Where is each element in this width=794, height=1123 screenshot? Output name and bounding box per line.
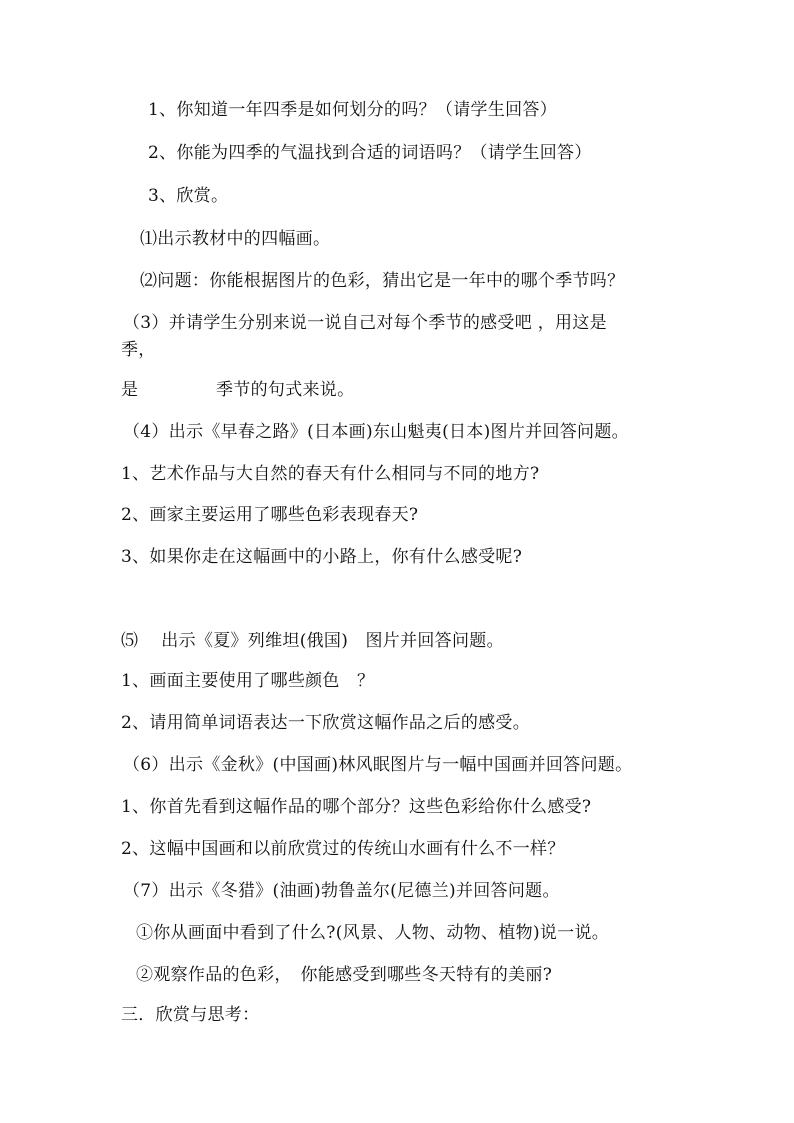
sentence-pattern-end: 季节的句式来说。	[216, 380, 355, 400]
item-winter-hunt: （7）出示《冬猎》(油画)勃鲁盖尔(尼德兰)并回答问题。	[123, 881, 560, 901]
item-students-feelings-cont: 季，	[121, 340, 156, 360]
question-winter-see: ①你从画面中看到了什么?(风景、人物、动物、植物)说一说。	[136, 923, 610, 943]
item-show-four-paintings: ⑴出示教材中的四幅画。	[140, 229, 331, 249]
section-heading-appreciate-think: 三．欣赏与思考：	[121, 1005, 260, 1025]
question-spring-colors: 2、画家主要运用了哪些色彩表现春天?	[121, 505, 419, 525]
sentence-pattern-start: 是	[121, 380, 139, 400]
item-students-feelings: （3）并请学生分别来说一说自己对每个季节的感受吧 ，用这是	[123, 313, 607, 333]
question-temperature-words: 2、你能为四季的气温找到合适的词语吗？（请学生回答）	[148, 143, 592, 163]
question-autumn-compare: 2、这幅中国画和以前欣赏过的传统山水画有什么不一样？	[121, 839, 565, 859]
question-autumn-first-look: 1、你首先看到这幅作品的哪个部分？这些色彩给你什么感受?	[121, 797, 592, 817]
step-appreciate: 3、欣赏。	[148, 186, 229, 206]
item-question-colors-season: ⑵问题：你能根据图片的色彩，猜出它是一年中的哪个季节吗？	[140, 271, 625, 291]
item-golden-autumn: （6）出示《金秋》(中国画)林风眠图片与一幅中国画并回答问题。	[123, 755, 633, 775]
question-walk-path: 3、如果你走在这幅画中的小路上，你有什么感受呢?	[121, 547, 523, 567]
question-summer-feeling: 2、请用简单词语表达一下欣赏这幅作品之后的感受。	[121, 713, 531, 733]
question-summer-colors: 1、画面主要使用了哪些颜色 ？	[121, 671, 375, 691]
question-season-division: 1、你知道一年四季是如何划分的吗？（请学生回答）	[148, 100, 558, 120]
item-summer-levitan: ⑸ 出示《夏》列维坦(俄国) 图片并回答问题。	[121, 631, 504, 651]
question-winter-colors: ②观察作品的色彩， 你能感受到哪些冬天特有的美丽?	[136, 965, 553, 985]
question-spring-compare: 1、艺术作品与大自然的春天有什么相同与不同的地方?	[121, 464, 540, 484]
item-early-spring-road: （4）出示《早春之路》(日本画)东山魁夷(日本)图片并回答问题。	[123, 422, 629, 442]
